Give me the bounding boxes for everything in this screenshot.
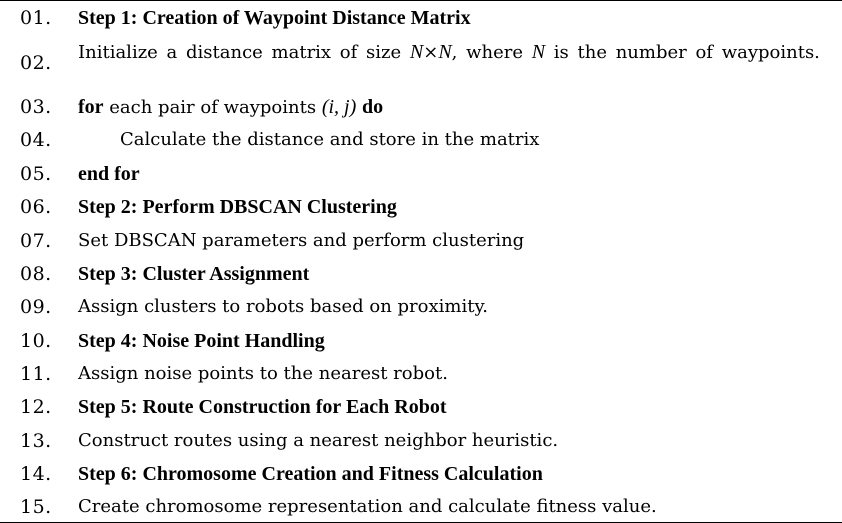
line-text: Set DBSCAN parameters and perform clustering xyxy=(78,230,525,251)
algorithm-line-02 xyxy=(0,41,842,74)
algorithm-line-01 xyxy=(0,7,842,29)
line-number: 02. xyxy=(20,52,52,74)
algorithm-line-08 xyxy=(0,263,842,285)
algorithm-line-13 xyxy=(0,430,842,452)
math-pair: (i, j) xyxy=(321,96,357,118)
keyword-do: do xyxy=(362,96,384,118)
line-text xyxy=(78,41,842,64)
line-number: 04. xyxy=(20,129,52,151)
times-symbol: × xyxy=(423,42,439,63)
step-heading: Step 5: Route Construction for Each Robot xyxy=(78,396,447,418)
line-text: Calculate the distance and store in the matrix xyxy=(120,129,540,150)
line-number: 03. xyxy=(20,96,52,118)
line-number: 10. xyxy=(20,330,52,352)
line-number: 12. xyxy=(20,396,52,418)
algorithm-line-03 xyxy=(0,96,842,119)
keyword-end-for: end for xyxy=(78,163,140,185)
line-text: Assign clusters to robots based on proximity. xyxy=(78,296,488,317)
step-heading: Step 3: Cluster Assignment xyxy=(78,263,310,285)
math-variable: N xyxy=(438,41,452,63)
step-heading: Step 6: Chromosome Creation and Fitness Calculation xyxy=(78,463,543,485)
step-heading: Step 1: Creation of Waypoint Distance Matrix xyxy=(78,7,471,29)
line-number: 08. xyxy=(20,263,52,285)
line-number: 13. xyxy=(20,430,52,452)
algorithm-line-05 xyxy=(0,163,842,185)
math-variable: N xyxy=(409,41,424,63)
line-number: 14. xyxy=(20,463,52,485)
line-text: Create chromosome representation and calculate fitness value. xyxy=(78,496,657,517)
line-number: 06. xyxy=(20,196,52,218)
text-fragment: each pair of waypoints xyxy=(103,97,322,118)
line-number: 11. xyxy=(20,363,52,385)
line-number: 05. xyxy=(20,163,52,185)
algorithm-line-06 xyxy=(0,196,842,218)
line-number: 15. xyxy=(20,496,52,518)
line-number: 09. xyxy=(20,296,52,318)
math-variable: N xyxy=(531,41,546,63)
step-heading: Step 4: Noise Point Handling xyxy=(78,330,325,352)
algorithm-line-14 xyxy=(0,463,842,485)
algorithm-line-15 xyxy=(0,496,842,518)
text-fragment: is the number of waypoints. xyxy=(545,42,820,63)
line-text: Construct routes using a nearest neighbor heuristic. xyxy=(78,430,559,451)
line-text: Assign noise points to the nearest robot. xyxy=(78,363,448,384)
keyword-for: for xyxy=(78,96,104,118)
text-fragment: , where xyxy=(451,42,532,63)
algorithm-line-04 xyxy=(0,129,842,151)
line-number: 01. xyxy=(20,7,52,29)
algorithm-line-09 xyxy=(0,296,842,318)
text-fragment: Initialize a distance matrix of size xyxy=(78,42,410,63)
step-heading: Step 2: Perform DBSCAN Clustering xyxy=(78,196,397,218)
algorithm-line-10 xyxy=(0,330,842,352)
line-number: 07. xyxy=(20,230,52,252)
algorithm-line-11 xyxy=(0,363,842,385)
algorithm-line-07 xyxy=(0,230,842,252)
line-text xyxy=(78,96,842,119)
algorithm-line-12 xyxy=(0,396,842,418)
